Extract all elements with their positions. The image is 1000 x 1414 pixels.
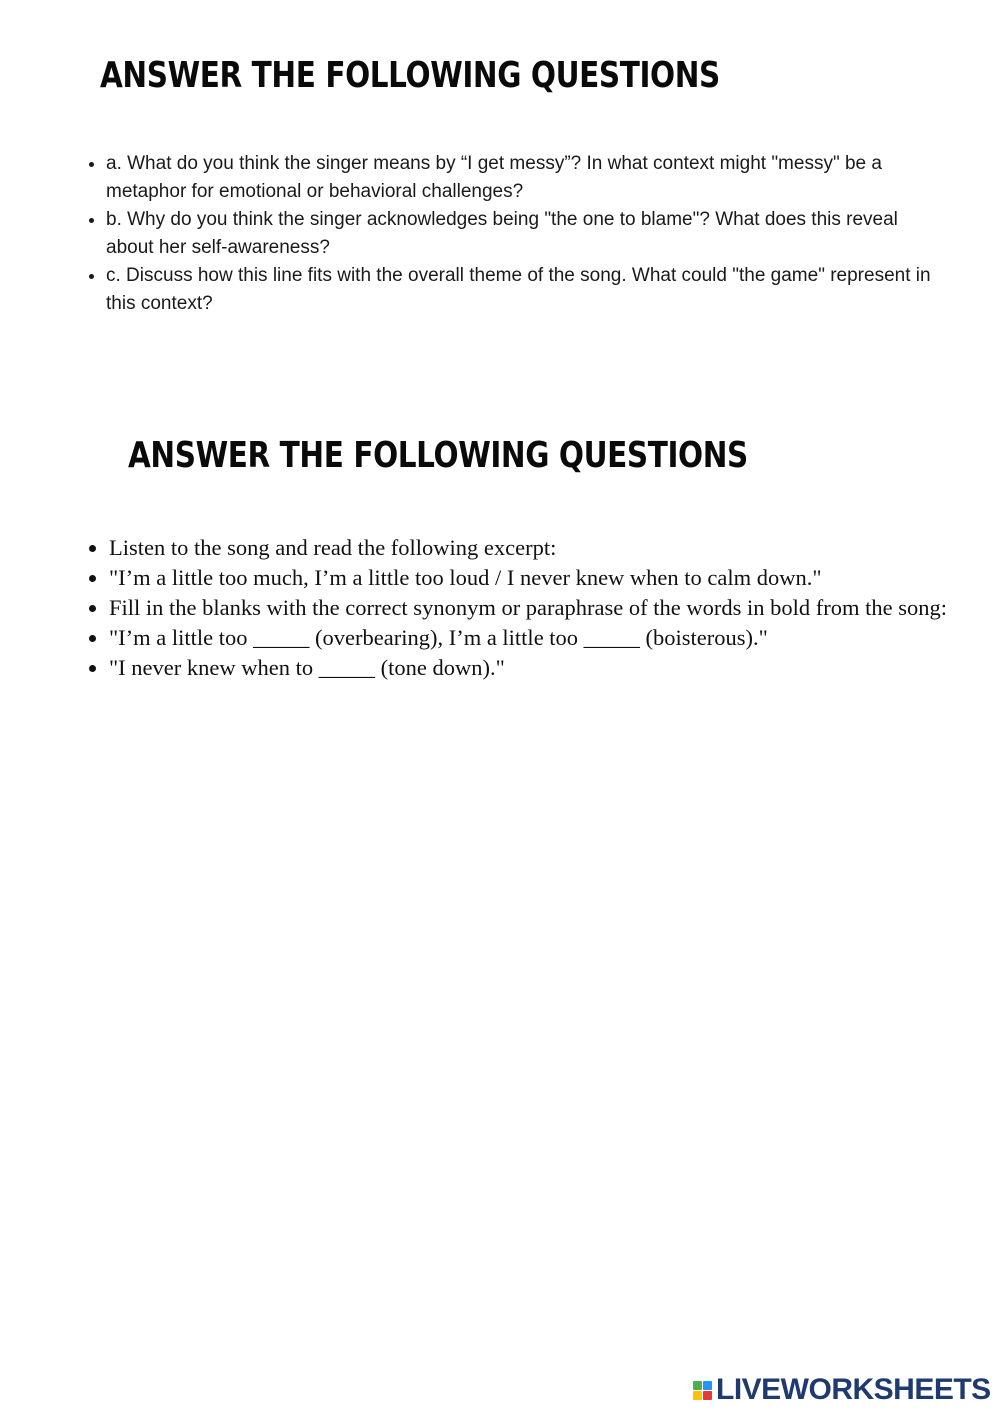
logo-square <box>703 1381 712 1390</box>
instruction-item: • Listen to the song and read the following excerpt: <box>109 533 989 563</box>
fill-blank-item: • "I’m a little too _____ (overbearing), I’m a little too _____ (boisterous)." <box>109 623 989 653</box>
liveworksheets-logo[interactable] <box>693 1374 991 1406</box>
instruction-item: • Fill in the blanks with the correct synonym or paraphrase of the words in bold from the song: <box>109 593 989 623</box>
logo-text: LIVEWORKSHEETS <box>716 1373 991 1406</box>
logo-mark-icon <box>693 1381 712 1400</box>
question-list-1 <box>88 150 946 318</box>
question-item-b: • b. Why do you think the singer acknowledges being "the one to blame"? What does this reveal about her self-awareness? <box>106 206 946 262</box>
question-item-c: • c. Discuss how this line fits with the overall theme of the song. What could "the game" represent in this context? <box>106 262 946 318</box>
logo-square <box>693 1381 702 1390</box>
logo-square <box>703 1391 712 1400</box>
fill-blank-item: • "I never knew when to _____ (tone down)." <box>109 653 989 683</box>
question-list-2 <box>88 533 989 683</box>
section1-heading: ANSWER THE FOLLOWING QUESTIONS <box>100 55 720 96</box>
logo-square <box>693 1391 702 1400</box>
excerpt-item: • "I’m a little too much, I’m a little too loud / I never knew when to calm down." <box>109 563 989 593</box>
section2-heading: ANSWER THE FOLLOWING QUESTIONS <box>128 435 748 476</box>
question-item-a: • a. What do you think the singer means by “I get messy”? In what context might "messy" be a metaphor for emotional or behavioral challenges? <box>106 150 946 206</box>
